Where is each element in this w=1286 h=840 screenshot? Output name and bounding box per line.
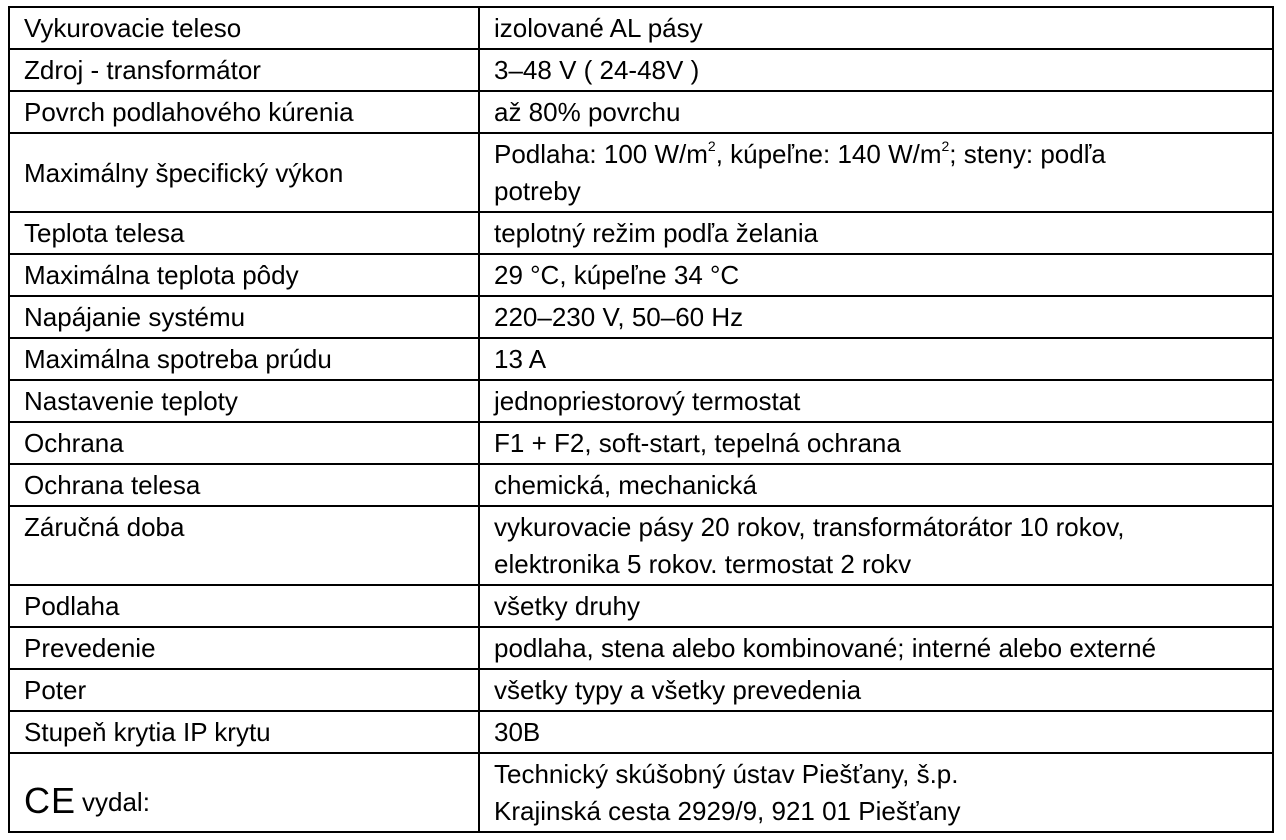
row-label: Maximálny špecifický výkon (9, 133, 479, 212)
row-label (9, 753, 479, 832)
table-row (9, 753, 1273, 832)
table-row (9, 506, 1273, 585)
row-value: všetky typy a všetky prevedenia (479, 669, 1273, 711)
table-row (9, 669, 1273, 711)
spec-table (8, 6, 1274, 833)
table-row (9, 49, 1273, 91)
row-value: chemická, mechanická (479, 464, 1273, 506)
row-value: izolované AL pásy (479, 7, 1273, 49)
row-label: Záručná doba (9, 506, 479, 585)
table-row (9, 133, 1273, 212)
row-value: všetky druhy (479, 585, 1273, 627)
table-row (9, 627, 1273, 669)
row-label: Maximálna spotreba prúdu (9, 338, 479, 380)
row-label: Zdroj - transformátor (9, 49, 479, 91)
table-row (9, 380, 1273, 422)
table-row (9, 254, 1273, 296)
row-label: Povrch podlahového kúrenia (9, 91, 479, 133)
table-row (9, 7, 1273, 49)
table-row (9, 338, 1273, 380)
table-row (9, 422, 1273, 464)
ce-mark: CE (24, 779, 77, 821)
value-line: Krajinská cesta 2929/9, 921 01 Piešťany (494, 796, 961, 826)
value-line: Podlaha: 100 $W/m^2$, kúpeľne: 140 $W/m^2$; steny: podľa (494, 138, 1106, 169)
row-value: 29 °C, kúpeľne 34 °C (479, 254, 1273, 296)
table-row (9, 464, 1273, 506)
value-line: potreby (494, 176, 581, 206)
row-value (479, 506, 1273, 585)
row-value: až 80% povrchu (479, 91, 1273, 133)
row-label: Poter (9, 669, 479, 711)
table-row (9, 296, 1273, 338)
table-row (9, 212, 1273, 254)
row-value: podlaha, stena alebo kombinované; interné alebo externé (479, 627, 1273, 669)
row-value: 220–230 V, 50–60 Hz (479, 296, 1273, 338)
row-value: F1 + F2, soft-start, tepelná ochrana (479, 422, 1273, 464)
row-label: Ochrana telesa (9, 464, 479, 506)
row-value: jednopriestorový termostat (479, 380, 1273, 422)
row-label-text: vydal: (82, 786, 150, 817)
row-value (479, 133, 1273, 212)
row-value: 13 A (479, 338, 1273, 380)
row-label: Prevedenie (9, 627, 479, 669)
row-label: Stupeň krytia IP krytu (9, 711, 479, 753)
row-label: Teplota telesa (9, 212, 479, 254)
row-label: Maximálna teplota pôdy (9, 254, 479, 296)
row-label: Vykurovacie teleso (9, 7, 479, 49)
row-label: Napájanie systému (9, 296, 479, 338)
value-line: vykurovacie pásy 20 rokov, transformátorátor 10 rokov, (494, 512, 1125, 542)
row-value (479, 753, 1273, 832)
table-row (9, 711, 1273, 753)
row-value: 30B (479, 711, 1273, 753)
row-label: Podlaha (9, 585, 479, 627)
row-value: teplotný režim podľa želania (479, 212, 1273, 254)
value-line: Technický skúšobný ústav Piešťany, š.p. (494, 759, 959, 789)
row-label: Nastavenie teploty (9, 380, 479, 422)
table-row (9, 91, 1273, 133)
table-row (9, 585, 1273, 627)
value-line: elektronika 5 rokov. termostat 2 rokv (494, 549, 912, 579)
row-value: 3–48 V ( 24-48V ) (479, 49, 1273, 91)
row-label: Ochrana (9, 422, 479, 464)
